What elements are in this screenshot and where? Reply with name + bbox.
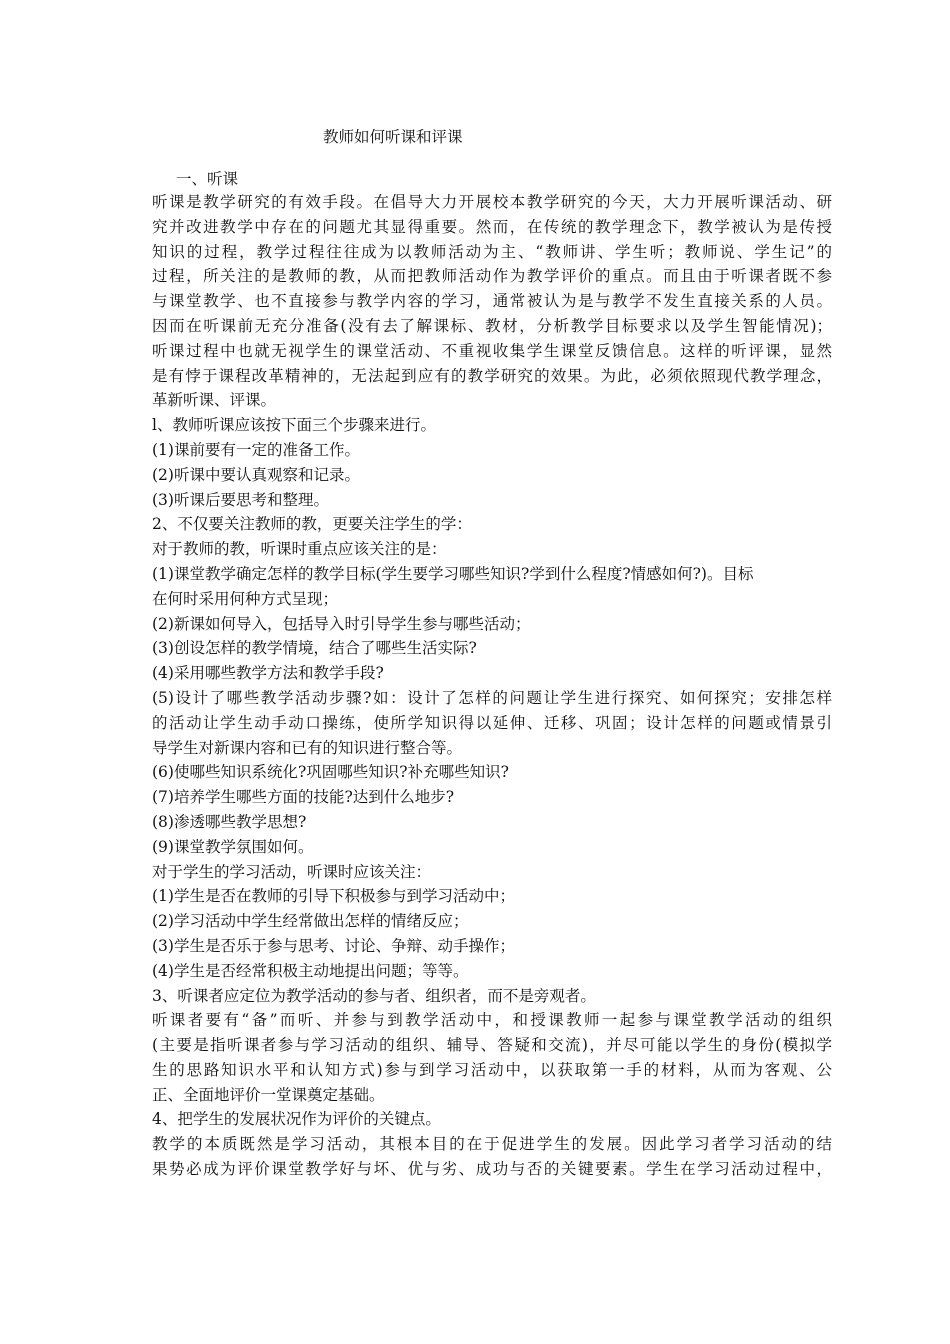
text-line: 2、不仅要关注教师的教，更要关注学生的学： [152,515,472,534]
text-line: (3)创设怎样的教学情境，结合了哪些生活实际? [152,639,477,658]
text-line: (5)设计了哪些教学活动步骤?如：设计了怎样的问题让学生进行探究、如何探究；安排怎样 [152,688,832,707]
text-line: 听课是教学研究的有效手段。在倡导大力开展校本教学研究的今天，大力开展听课活动、研 [152,193,832,211]
text-line: (4)采用哪些教学方法和教学手段? [152,664,384,683]
text-line: (3)听课后要思考和整理。 [152,490,329,509]
text-line: 导学生对新课内容和已有的知识进行整合等。 [152,738,463,757]
text-line: (2)听课中要认真观察和记录。 [152,465,360,484]
text-line: 与课堂教学、也不直接参与教学内容的学习，通常被认为是与教学不发生直接关系的人员。 [152,292,832,311]
text-line: 革新听课、评课。 [152,391,277,410]
section-heading: 一、听课 [176,170,239,188]
text-line: 4、把学生的发展状况作为评价的关键点。 [152,1110,441,1129]
text-line: l、教师听课应该按下面三个步骤来进行。 [152,416,436,435]
text-line: (主要是指听课者参与学习活动的组织、辅导、答疑和交流)，并尽可能以学生的身份(模拟学 [152,1036,832,1055]
text-line: (6)使哪些知识系统化?巩固哪些知识?补充哪些知识? [152,763,509,782]
text-line: (1)课前要有一定的准备工作。 [152,440,360,459]
text-line: 在何时采用何种方式呈现； [152,589,339,608]
text-line: (2)新课如何导入，包括导入时引导学生参与哪些活动； [152,614,531,633]
text-line: 听课过程中也就无视学生的课堂活动、不重视收集学生课堂反馈信息。这样的听评课，显然 [152,341,832,360]
text-line: (7)培养学生哪些方面的技能?达到什么地步? [152,788,455,807]
text-line: 生的思路知识水平和认知方式)参与到学习活动中，以获取第一手的材料，从而为客观、公 [152,1060,832,1079]
text-line: 究并改进教学中存在的问题尤其显得重要。然而，在传统的教学理念下，教学被认为是传授 [152,217,832,236]
text-line: 教学的本质既然是学习活动，其根本目的在于促进学生的发展。因此学习者学习活动的结 [152,1135,832,1154]
text-line: 知识的过程，教学过程往往成为以教师活动为主、“教师讲、学生听；教师说、学生记”的 [152,242,832,261]
text-line: (4)学生是否经常积极主动地提出问题；等等。 [152,961,469,980]
text-line: 对于教师的教，听课时重点应该关注的是： [152,540,447,559]
text-line: (1)学生是否在教师的引导下积极参与到学习活动中； [152,887,515,906]
text-line: 的活动让学生动手动口操练，使所学知识得以延伸、迁移、巩固；设计怎样的问题或情景引 [152,713,832,732]
document-body [152,190,832,1182]
text-line: 过程，所关注的是教师的教，从而把教师活动作为教学评价的重点。而且由于听课者既不参 [152,267,832,286]
text-line: 对于学生的学习活动，听课时应该关注： [152,862,432,881]
text-line: 听课者要有“备”而听、并参与到教学活动中，和授课教师一起参与课堂教学活动的组织 [152,1011,832,1030]
text-line: 3、听课者应定位为教学活动的参与者、组织者，而不是旁观者。 [152,986,596,1005]
text-line: (2)学习活动中学生经常做出怎样的情绪反应； [152,912,469,931]
text-line: 果势必成为评价课堂教学好与坏、优与劣、成功与否的关键要素。学生在学习活动过程中， [152,1160,832,1179]
text-line: (3)学生是否乐于参与思考、讨论、争辩、动手操作； [152,936,515,955]
text-line: 是有悖于课程改革精神的，无法起到应有的教学研究的效果。为此，必须依照现代教学理念， [152,366,832,385]
text-line: (8)渗透哪些教学思想? [152,812,307,831]
text-line: (9)课堂教学氛围如何。 [152,837,314,856]
text-line: 因而在听课前无充分准备(没有去了解课标、教材，分析教学目标要求以及学生智能情况)； [152,316,832,335]
document-title: 教师如何听课和评课 [323,128,463,146]
document-page [152,124,832,1182]
text-line: (1)课堂教学确定怎样的教学目标(学生要学习哪些知识?学到什么程度?情感如何?)。目标 [152,564,754,583]
text-line: 正、全面地评价一堂课奠定基础。 [152,1085,385,1104]
